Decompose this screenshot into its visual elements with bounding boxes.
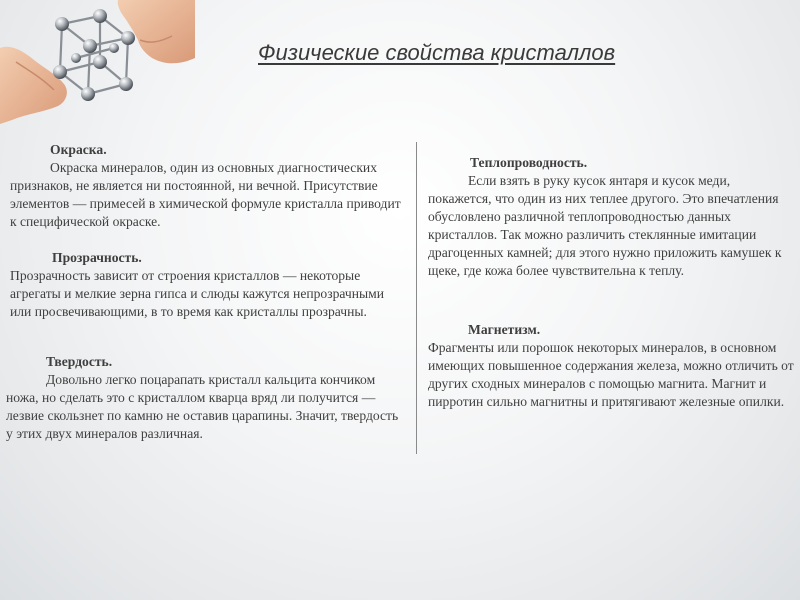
transparency-text: Прозрачность зависит от строения кристаллов — некоторые агрегаты и мелкие зерна гипса и слюды кажутся непрозрачными или просвечивающими, в то время как кристаллы прозрачны. [10,268,385,319]
color-section [10,141,410,231]
column-divider [416,142,417,454]
hardness-text: Довольно легко поцарапать кристалл кальцита кончиком ножа, но сделать это с кристаллом кварца вряд ли получится — лезвие скользнет по камню не оставив царапины. Значит, твердость у этих двух минералов различная. [6,372,399,441]
slide-title: Физические свойства кристаллов [258,40,616,65]
magnetism-text: Фрагменты или порошок некоторых минералов, в основном имеющих повышенное содержания железа, можно отличить от других сходных минералов с помощью магнита. Магнит и пирротин сильно магнитны и притягивают железные опилки. [428,340,794,409]
thermal-text: Если взять в руку кусок янтаря и кусок меди, покажется, что один из них теплее другого. Это впечатления обусловлено различной теплопроводностью данных кристаллов. Так можно различить стеклянные имитации драгоценных камней; для этого нужно приложить камушек к щеке, где кожа более чувствительна к теплу. [428,173,782,278]
crystal-lattice-icon [0,0,195,125]
hardness-heading: Твердость. [46,354,113,369]
magnetism-heading: Магнетизм. [468,322,541,337]
magnetism-section [428,321,795,411]
color-heading: Окраска. [50,142,107,157]
thermal-heading: Теплопроводность. [470,155,588,170]
hardness-section [6,353,401,443]
thermal-section [428,154,795,280]
color-text: Окраска минералов, один из основных диагностических признаков, не является ни постоянной, ни вечной. Присутствие элементов — примесей в химической формуле кристалла приводит к специфической окраске. [10,160,401,229]
transparency-section [10,249,405,321]
transparency-heading: Прозрачность. [52,250,142,265]
